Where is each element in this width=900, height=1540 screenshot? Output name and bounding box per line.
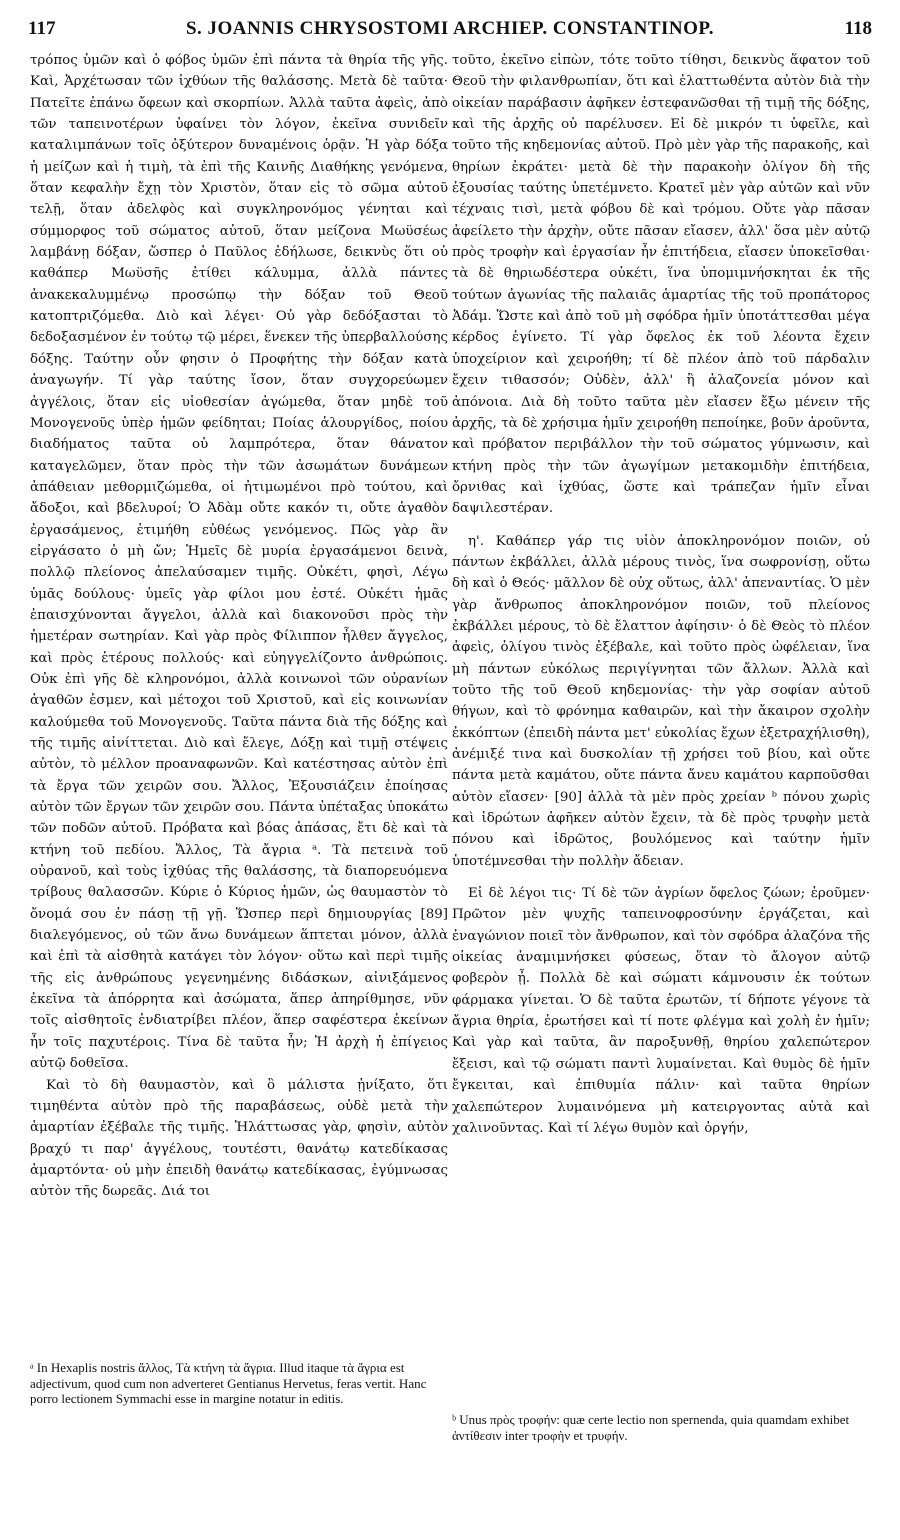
running-header xyxy=(28,18,872,44)
header-title: S. JOANNIS CHRYSOSTOMI ARCHIEP. CONSTANTINOP. xyxy=(185,18,715,39)
footnote-a xyxy=(30,1360,448,1407)
right-paragraph-1: τοῦτο, ἐκεῖνο εἰπὼν, τότε τοῦτο τίθησι, δεικνὺς ἅφατον τοῦ Θεοῦ τὴν φιλανθρωπίαν, ὅτι καὶ ἐλαττωθέντα αὐτὸν διὰ τὴν οἰκείαν παράβασιν ἀφῆκεν ἐστεφανῶσθαι τῇ τιμῇ τῆς δόξης, καὶ τῆς ἀρχῆς οὐ παρέλυσεν. Εἰ δὲ μικρόν τι ὑφεῖλε, καὶ τοῦτο τῆς κηδεμονίας αὐτοῦ. Πρὸ μὲν γὰρ τῆς παρακοῆς, καὶ θηρίων ἐκράτει· μετὰ δὲ τὴν παρακοὴν ὀλίγον δὴ τῆς ἐξουσίας ταύτης ὑπετέμνετο. Κρατεῖ μὲν γὰρ αὐτῶν καὶ νῦν τέχναις τισὶ, μετὰ φόβου δὲ καὶ τρόμου. Οὔτε γὰρ πᾶσαν ἀφείλετο τὴν ἀρχὴν, οὔτε πᾶσαν εἴασεν, ἀλλ' ὅσα μὲν αὐτῷ πρὸς τροφὴν καὶ ἐργασίαν ἦν ἐπιτήδεια, εἴασεν ὑποκεῖσθαι· τὰ δὲ θηριωδέστερα οὐκέτι, ἵνα ὑπομιμνήσκηται ἐκ τῆς τούτων ἀγωνίας τῆς παλαιᾶς ἁμαρτίας τῆς τοῦ προπάτορος Ἀδάμ. Ὥστε καὶ ἀπὸ τοῦ μὴ σφόδρα ἡμῖν ὑποτάττεσθαι μέγα κέρδος ἐγίνετο. Τί γὰρ ὄφελος ἐκ τοῦ λέοντα ἔχειν ὑποχείριον καὶ χειροήθη; τί δὲ πλέον ἀπὸ τοῦ πάρδαλιν ἔχειν τιθασσόν; Οὐδὲν, ἀλλ' ἢ ἀλαζονεία μόνον καὶ ἀπόνοια. Διὰ δὴ τοῦτο ταῦτα μὲν εἴασεν ἔξω μένειν τῆς ἀρχῆς, τὰ δὲ χρήσιμα ἡμῖν χειροήθη πεποίηκε, βοῦν ἀροῦντα, καὶ πρόβατον περιβάλλον τὴν τοῦ σώματος γύμνωσιν, καὶ κτήνη πρὸς τὴν τῶν ἀγωγίμων μετακομιδὴν ἐπιτήδεια, ὄρνιθας καὶ ἰχθύας, ὥστε καὶ τράπεζαν ἡμῖν εἶναι δαψιλεστέραν. xyxy=(452,53,870,517)
footnote-a-text: ᵃ In Hexaplis nostris ἄλλος, Τὰ κτήνη τὰ ἄγρια. Illud itaque τὰ ἄγρια est adjectivum, quod cum non adverteret Gentianus Hervetus, feras vertit. Hanc porro lectionem Symmachi esse in margine notatur in editis. xyxy=(30,1360,427,1406)
footnote-b-text: ᵇ Unus πρὸς τροφήν: quæ certe lectio non spernenda, quia quamdam exhibet ἀντίθεσιν inter τροφὴν et τρυφήν. xyxy=(452,1412,850,1443)
right-paragraph-3: Εἰ δὲ λέγοι τις· Τί δὲ τῶν ἀγρίων ὄφελος ζώων; ἐροῦμεν· Πρῶτον μὲν ψυχῆς ταπεινοφροσύνην ἐργάζεται, καὶ ἐναγώνιον ποιεῖ τὸν ἄνθρωπον, καὶ τὸν σφόδρα ἀλαζόνα τῆς οἰκείας ἀναμιμνήσκει φύσεως, ὅταν τὸ ἄλογον αὐτῷ φοβερὸν ᾖ. Πολλὰ δὲ καὶ σώματι κάμνουσιν ἐκ τούτων φάρμακα γίνεται. Ὁ δὲ ταῦτα ἐρωτῶν, τί δήποτε γέγονε τὰ ἄγρια θηρία, ἐρωτήσει καὶ τί ποτε φλέγμα καὶ χολὴ ἐν ἡμῖν; Καὶ γὰρ καὶ ταῦτα, ἂν παροξυνθῇ, θηρίου χαλεπώτερον ἔξεισι, καὶ τῷ σώματι παντὶ λυμαίνεται. Καὶ θυμὸς δὲ ἡμῖν ἔγκειται, καὶ ἐπιθυμία πάλιν· καὶ ταῦτα θηρίων χαλεπώτερον λυμαινόμενα μὴ κατειργοντας αὐτὰ καὶ χαλινοῦντας. Καὶ τί λέγω θυμὸν καὶ ὀργήν, xyxy=(452,886,870,1136)
right-paragraph-2: η'. Καθάπερ γάρ τις υἱὸν ἀποκληρονόμον ποιῶν, οὐ πάντων ἐκβάλλει, ἀλλὰ μέρους τινὸς, ἵνα σωφρονίσῃ, οὕτω δὴ καὶ ὁ Θεός· μᾶλλον δὲ οὐχ οὕτως, ἀλλ' ἀπεναντίας. Ὁ μὲν γὰρ ἄνθρωπος ἀποκληρονόμον ποιῶν, τοῦ πλείονος ἐκβάλλει μέρους, τὸ δὲ ἔλαττον ἀφίησιν· ὁ δὲ Θεὸς τὸ πλέον ἀφεὶς, ὀλίγου τινὸς ἐξέβαλε, καὶ τοῦτο πρὸς ὠφέλειαν, ἵνα μὴ πάντων εὐκόλως περιγίγνηται τῶν ἄλλων. Ἀλλὰ καὶ τοῦτο τῆς τοῦ Θεοῦ κηδεμονίας· τὴν γὰρ σοφίαν αὐτοῦ θήγων, καὶ τὸ φρόνημα καθαιρῶν, καὶ τὴν ἄκαιρον σχολὴν ἐκκόπτων (ἐπειδὴ πάντα μετ' εὐκολίας ἔχων ἐξετραχήλισθη), ἀνέμιξέ τινα καὶ δυσκολίαν τῇ χρήσει τοῦ βίου, καὶ οὔτε πάντα μετὰ καμάτου, οὔτε πάντα ἄνευ καμάτου καρποῦσθαι αὐτὸν εἴασεν· [90] ἀλλὰ τὰ μὲν πρὸς χρείαν ᵇ πόνου χωρὶς καὶ ἱδρώτων ἀφῆκεν αὐτὸν ἔχειν, τὰ δὲ πρὸς τρυφὴν μετὰ πόνου καὶ ἱδρῶτος, βουλόμενος καὶ ταύτην ἡμῖν ὑποτέμνεσθαι τὴν πολλὴν ἄδειαν. xyxy=(452,533,870,869)
right-column xyxy=(452,50,870,1230)
footnote-b xyxy=(452,1412,870,1443)
left-page-number: 117 xyxy=(28,18,56,39)
left-column xyxy=(30,50,448,1345)
right-page-number: 118 xyxy=(844,18,872,39)
left-paragraph-2: Καὶ τὸ δὴ θαυμαστὸν, καὶ ὃ μάλιστα ᾐνίξατο, ὅτι τιμηθέντα αὐτὸν πρὸ τῆς παραβάσεως, οὐδὲ μετὰ τὴν ἁμαρτίαν ἐξέβαλε τῆς τιμῆς. Ἠλάττωσας γὰρ, φησὶν, αὐτὸν βραχύ τι παρ' ἀγγέλους, τουτέστι, θανάτῳ κατεδίκασας ἁμαρτόντα· οὐ μὴν ἐπειδὴ θανάτῳ κατεδίκασας, ἐγύμνωσας αὐτὸν τῆς δωρεᾶς. Διά τοι xyxy=(30,1077,448,1200)
left-paragraph-1: τρόπος ὑμῶν καὶ ὁ φόβος ὑμῶν ἐπὶ πάντα τὰ θηρία τῆς γῆς. Καὶ, Ἀρχέτωσαν τῶν ἰχθύων τῆς θαλάσσης. Μετὰ δὲ ταῦτα· Πατεῖτε ἐπάνω ὄφεων καὶ σκορπίων. Ἀλλὰ ταῦτα ἀφεὶς, ἀπὸ τῶν ταπεινοτέρων ὑφαίνει τὸν λόγον, ἐκεῖνα συνιδεῖν καταλιμπάνων τοῖς ὀξύτερον δυναμένοις ὁρᾷν. Ἡ γὰρ δόξα ἡ μείζων καὶ ἡ τιμὴ, τὰ ἐπὶ τῆς Καινῆς Διαθήκης γενόμενα, ὅταν κεφαλὴν ἔχῃ τὸν Χριστὸν, ὅταν εἰς τὸ σῶμα αὐτοῦ τελῇ, ὅταν ἀδελφὸς καὶ συγκληρονόμος γένηται καὶ σύμμορφος τοῦ σώματος αὐτοῦ, ὅταν μείζονα Μωϋσέως λαμβάνῃ δόξαν, ὥσπερ ὁ Παῦλος ἐδήλωσε, δεικνὺς ὅτι οὐ καθάπερ Μωϋσῆς ἐτίθει κάλυμμα, ἀλλὰ πάντες ἀνακεκαλυμμένῳ προσώπῳ τὴν δόξαν τοῦ Θεοῦ κατοπτριζόμεθα. Διὸ καὶ λέγει· Οὐ γὰρ δεδόξασται τὸ δεδοξασμένον ἐν τούτῳ τῷ μέρει, ἕνεκεν τῆς ὑπερβαλλούσης δόξης. Ταύτην οὖν φησιν ὁ Προφήτης τὴν δόξαν κατὰ ἀναγωγήν. Τί γὰρ ταύτης ἴσον, ὅταν συγχορεύωμεν ἀγγέλοις, ὅταν εἰς υἱοθεσίαν ἀγώμεθα, ὅταν μηδὲ τοῦ Μονογενοῦς ὑπὲρ ἡμῶν φείδηται; Ποίας ἁλουργίδος, ποίου διαδήματος ταῦτα οὐ λαμπρότερα, ὅταν θάνατον καταγελῶμεν, ὅταν πρὸς τὴν τῶν ἀσωμάτων δυνάμεων ἀπάθειαν μεθορμιζώμεθα, οἱ ἠτιμωμένοι πρὸ τούτου, καὶ ἄδοξοι, καὶ βδελυροί; Ὁ Ἀδὰμ οὔτε κακόν τι, οὔτε ἀγαθὸν ἐργασάμενος, ἐτιμήθη εὐθέως γενόμενος. Πῶς γὰρ ἂν εἰργάσατο ὁ μὴ ὤν; Ἡμεῖς δὲ μυρία ἐργασάμενοι δεινὰ, πολλῷ πλείονος ἀπελαύσαμεν τιμῆς. Οὐκέτι, φησὶ, Λέγω ὑμᾶς δούλους· ὑμεῖς γὰρ φίλοι μου ἐστέ. Οὐκέτι ἡμᾶς ἐπαισχύνονται ἄγγελοι, ἀλλὰ καὶ διακονοῦσι πρὸς τὴν ἡμετέραν σωτηρίαν. Καὶ γὰρ πρὸς Φίλιππον ἦλθεν ἄγγελος, καὶ πρὸς ἑτέρους πολλούς· καὶ εὐηγγελίζοντο ἀνθρώποις. Οὐκ ἐπὶ γῆς δὲ κληρονόμοι, ἀλλὰ κοινωνοὶ τῶν οὐρανίων ἀγαθῶν ἐσμεν, καὶ μέτοχοι τοῦ Χριστοῦ, καὶ εἰς κοινωνίαν καλούμεθα τοῦ Μονογενοῦς. Ταῦτα πάντα διὰ τῆς δόξης καὶ τῆς τιμῆς αἰνίττεται. Διὸ καὶ ἔλεγε, Δόξῃ καὶ τιμῇ στέψεις αὐτὸν, τὸ μέλλον προαναφωνῶν. Καὶ κατέστησας αὐτὸν ἐπὶ τὰ ἔργα τῶν χειρῶν σου. Ἄλλος, Ἐξουσιάζειν ἐποίησας αὐτὸν τῶν ἔργων τῶν χειρῶν σου. Πάντα ὑπέταξας ὑποκάτω τῶν ποδῶν αὐτοῦ. Πρόβατα καὶ βόας ἁπάσας, ἔτι δὲ καὶ τὰ κτήνη τοῦ πεδίου. Ἄλλος, Τὰ ἄγρια ᵃ. Τὰ πετεινὰ τοῦ οὐρανοῦ, καὶ τοὺς ἰχθύας τῆς θαλάσσης, τὰ διαπορευόμενα τρίβους θαλασσῶν. Κύριε ὁ Κύριος ἡμῶν, ὡς θαυμαστὸν τὸ ὄνομά σου ἐν πάσῃ τῇ γῇ. Ὥσπερ περὶ δημιουργίας [89] διαλεγόμενος, οὐ τῶν ἄνω δυνάμεων ἅπτεται μόνον, ἀλλὰ καὶ ἐπὶ τὰ αἰσθητὰ κατάγει τὸν λόγον· οὕτω καὶ περὶ τιμῆς τῆς εἰς ἀνθρώπους γεγενημένης διδάσκων, αἰνιξάμενος ἐκεῖνα τὰ ἀπόρρητα καὶ ἀσώματα, ἅπερ ἀπηρίθμησε, νῦν τοῖς αἰσθητοῖς ἐνδιατρίβει πλέον, ἅπερ σαφέστερα ἐκείνων ἦν τοῖς παχυτέροις. Τίνα δὲ ταῦτα ἦν; Ἡ ἀρχὴ ἡ ἐπίγειος αὐτῷ δοθεῖσα. xyxy=(30,53,448,1072)
